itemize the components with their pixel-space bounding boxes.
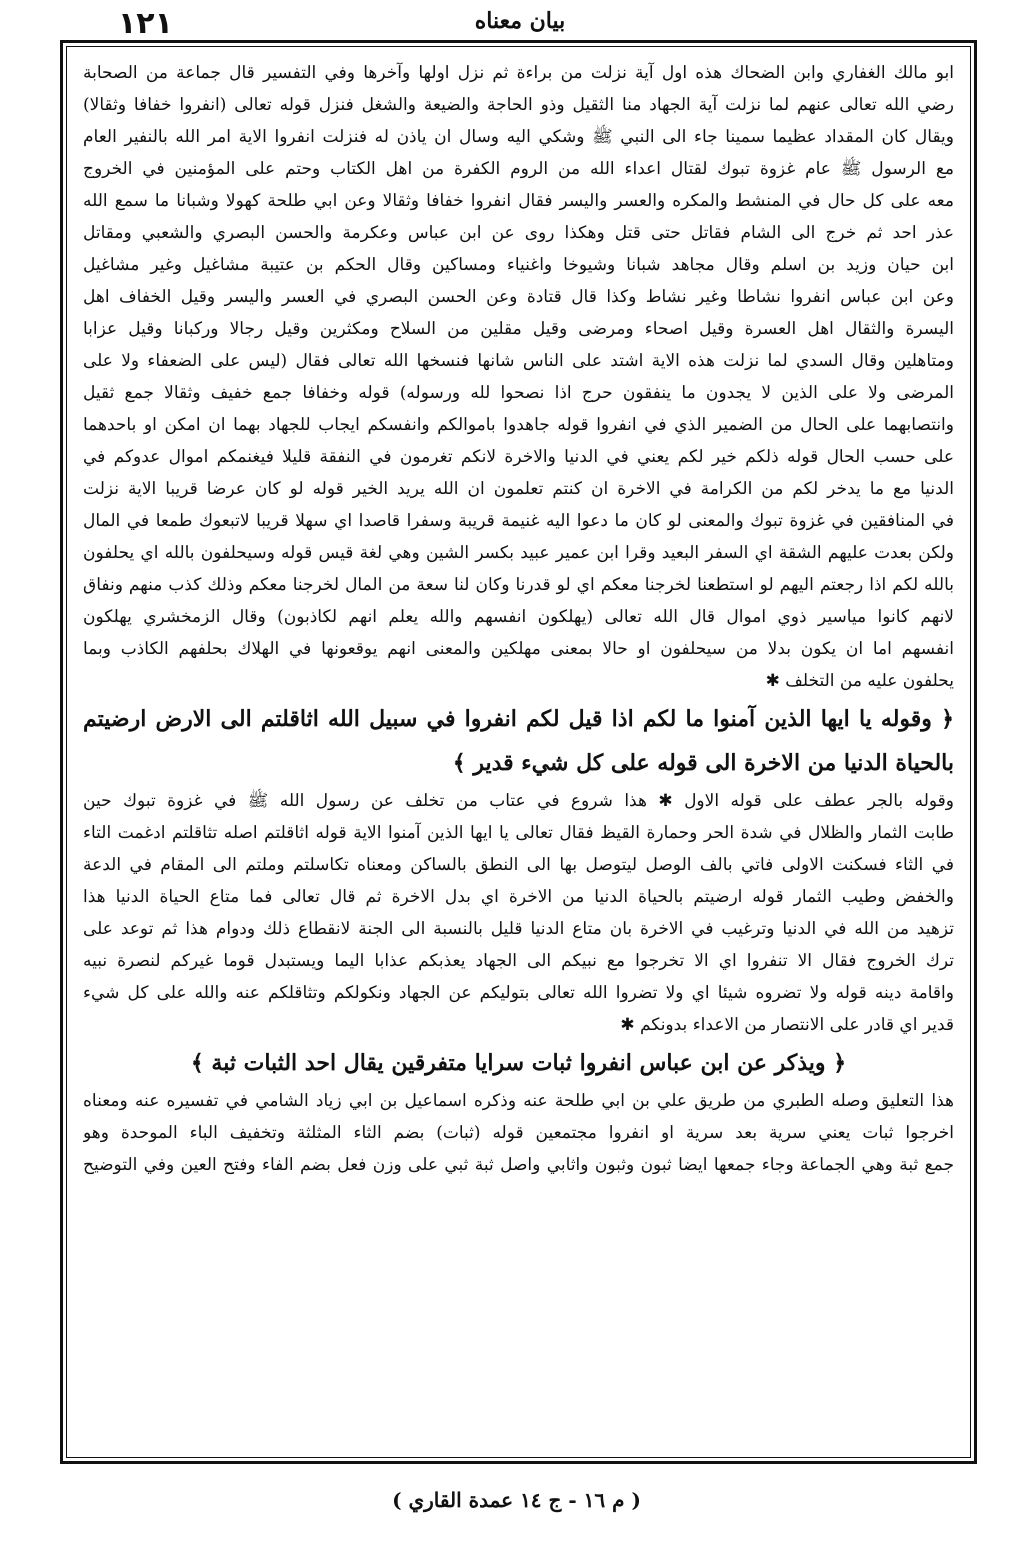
text-line: يحلفون عليه من التخلف ✱ (765, 671, 954, 691)
paragraph-2 (83, 785, 954, 1041)
text-line: جمع ثبة وهي الجماعة وجاء جمعها ايضا ثبون وثبون واثابي واصل ثبة ثبي على وزن فعل بضم الفاء وفتح العين وفي التوضيح (83, 1155, 954, 1175)
text-line: في الثاء فسكنت الاولى فاتي بالف الوصل ليتوصل بها الى النطق بالساكن ومعناه تكاسلتم وملتم الى المقام في الدعة (83, 855, 954, 875)
page-footer: ( م ١٦ - ج ١٤ عمدة القاري ) (392, 1488, 641, 1512)
text-line: قدير اي قادر على الانتصار من الاعداء بدونكم ✱ (620, 1015, 954, 1035)
text-line: وانتصابهما على الحال من الضمير الذي في انفروا قوله جاهدوا باموالكم وانفسكم ايجاب للجهاد بهما ان امكن او باحدهما (83, 415, 954, 435)
text-line: انفسهم اما ان يكون بدلا من سيحلفون او حالا بمعنى مهلكين والمعنى انهم يوقعونها في الهلاك بحلفهم الكاذب وبما (83, 639, 954, 659)
text-line: بالله لكم اذا رجعتم اليهم لو استطعنا لخرجنا معكم اي لو قدرنا وكان لنا سعة من المال لخرجنا معكم وذلك كذب منهم ونفاق (83, 575, 954, 595)
text-line: وعن ابن عباس انفروا نشاطا وغير نشاط وكذا قال قتادة وعن الحسن البصري في العسر واليسر وقيل الخفاف اهل (83, 287, 954, 307)
text-line: ابن حيان وزيد بن اسلم وقال مجاهد شبانا وشيوخا واغنياء ومساكين وقال الحكم بن عتيبة مشاغيل وغير مشاغيل (83, 255, 954, 275)
page-header (0, 4, 1033, 40)
verse-line: ﴿ ويذكر عن ابن عباس انفروا ثبات سرايا متفرقين يقال احد الثبات ثبة ﴾ (190, 1050, 847, 1076)
verse-line: بالحياة الدنيا من الاخرة الى قوله على كل شيء قدير ﴾ (452, 750, 954, 776)
verse-block-1 (83, 697, 954, 785)
text-line: ويقال كان المقداد عظيما سمينا جاء الى النبي ﷺ وشكي اليه وسال ان ياذن له فنزلت انفروا الاية امر الله بالنفير العام (83, 127, 954, 147)
text-line: ابو مالك الغفاري وابن الضحاك هذه اول آية نزلت من براءة ثم نزل اولها وآخرها وفي التفسير قال جماعة من الصحابة (83, 63, 954, 83)
text-line: تزهيد من الله في الدنيا وترغيب في الاخرة بان متاع الدنيا قليل بالنسبة الى الجنة لانقطاع ذلك ودوام هذا ثم توعد على (83, 919, 954, 939)
text-line: لانهم كانوا مياسير ذوي اموال قال الله تعالى (يهلكون انفسهم والله يعلم انهم لكاذبون) وقال الزمخشري يهلكون (83, 607, 954, 627)
page-number: ١٢١ (118, 6, 173, 41)
text-line: رضي الله تعالى عنهم لما نزلت آية الجهاد منا الثقيل وذو الحاجة والضيعة والشغل فنزل قوله تعالى (انفروا خفافا وثقالا) (83, 95, 954, 115)
text-line: ومتاهلين وقال السدي لما نزلت هذه الاية اشتد على الناس شانها فنسخها الله تعالى فقال (ليس على الضعفاء ولا على (83, 351, 954, 371)
text-line: ولكن بعدت عليهم الشقة اي السفر البعيد وقرا ابن عمير عبيد بكسر الشين وهي لغة قيس قوله وسيحلفون بالله اي يحلفون (83, 543, 954, 563)
text-line: عذر احد ثم خرج الى الشام فقاتل حتى قتل وهكذا روى عن ابن عباس وعكرمة والحسن البصري والشعبي ومقاتل (83, 223, 954, 243)
text-line: على حسب الحال قوله ذلكم خير لكم يعني في الدنيا والاخرة لانكم تغرمون في النفقة قليلا فيغنمكم اموال عدوكم في (83, 447, 954, 467)
text-line: هذا التعليق وصله الطبري من طريق علي بن ابي طلحة عنه وذكره اسماعيل بن ابي زياد الشامي في تفسيره عنه ومعناه (83, 1091, 954, 1111)
text-line: اخرجوا ثبات يعني سرية بعد سرية او انفروا مجتمعين قوله (ثبات) بضم الثاء المثلثة وتخفيف الباء الموحدة وهو (83, 1123, 954, 1143)
verse-line: ﴿ وقوله يا ايها الذين آمنوا ما لكم اذا قيل لكم انفروا في سبيل الله اثاقلتم الى الارض ارضيتم (83, 706, 954, 732)
text-line: اليسرة والثقال اهل العسرة وقيل اصحاء ومرضى وقيل مقلين من السلاح ومكثرين وقيل رجالا وركبانا وقيل عزابا (83, 319, 954, 339)
text-line: مع الرسول ﷺ عام غزوة تبوك لقتال اعداء الله من الروم الكفرة من اهل الكتاب وحتم على المؤمنين في الخروج (83, 159, 954, 179)
paragraph-1 (83, 57, 954, 697)
text-line: طابت الثمار والظلال في شدة الحر وحمارة القيظ فقال تعالى يا ايها الذين آمنوا الاية قوله اثاقلتم اصله تثاقلتم ادغمت التاء (83, 823, 954, 843)
text-line: معه على كل حال في المنشط والمكره والعسر واليسر فقال انفروا خفافا وثقالا وعن ابي طلحة كهولا وشبانا ما سمع الله (83, 191, 954, 211)
text-line: واقامة دينه قوله ولا تضروه شيئا اي ولا تضروا الله تعالى بتوليكم عن الجهاد ونكولكم وتثاقلكم عنه والله على كل شيء (83, 983, 954, 1003)
text-line: والخفض وطيب الثمار قوله ارضيتم بالحياة الدنيا من الاخرة اي بدل الاخرة ثم قال تعالى فما متاع الحياة الدنيا هذا (83, 887, 954, 907)
verse-block-2 (83, 1041, 954, 1085)
text-line: في المنافقين في غزوة تبوك والمعنى لو كان ما دعوا اليه غنيمة قريبة وسفرا قاصدا اي سهلا قريبا لاتبعوك طمعا في المال (83, 511, 954, 531)
page-body (66, 46, 971, 1458)
text-line: وقوله بالجر عطف على قوله الاول ✱ هذا شروع في عتاب من تخلف عن رسول الله ﷺ في غزوة تبوك حين (83, 791, 954, 811)
text-line: المرضى ولا على الذين لا يجدون ما ينفقون حرج اذا نصحوا لله ورسوله) قوله وخفافا جمع خفيف وثقالا جمع ثقيل (83, 383, 954, 403)
text-line: الدنيا مع ما يدخر لكم من الكرامة في الاخرة ان كنتم تعلمون ان الله يريد الخير قوله لو كان عرضا قريبا الاية نزلت (83, 479, 954, 499)
paragraph-3 (83, 1085, 954, 1181)
text-line: ترك الخروج فقال الا تنفروا اي الا تخرجوا مع نبيكم الى الجهاد يعذبكم عذابا اليما ويستبدل قوما غيركم لنصرة نبيه (83, 951, 954, 971)
running-head: بيان معناه (474, 8, 566, 34)
